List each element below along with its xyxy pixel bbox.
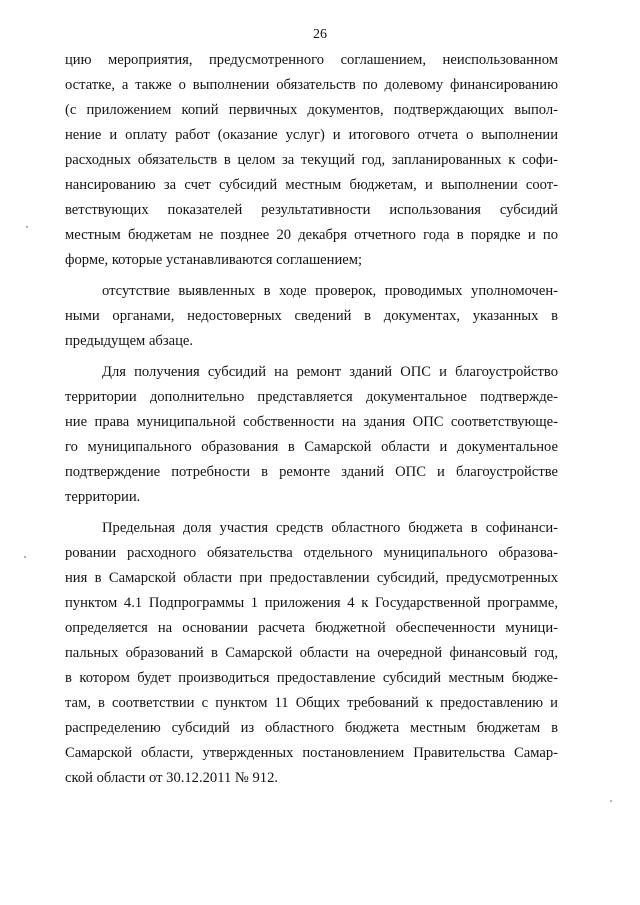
text-line: ровании расходного обязательства отдельного муниципального образова- — [65, 545, 558, 561]
text-line: Для получения субсидий на ремонт зданий ОПС и благоустройство — [102, 364, 558, 380]
paragraph — [65, 516, 558, 791]
text-line: территории. — [65, 489, 141, 505]
text-line: пунктом 4.1 Подпрограммы 1 приложения 4 к Государственной программе, — [65, 595, 558, 611]
paragraph — [65, 48, 558, 273]
paragraph — [65, 360, 558, 510]
text-line: остатке, а также о выполнении обязательств по долевому финансированию — [65, 77, 558, 93]
paragraph — [65, 279, 558, 354]
text-line: распределению субсидий из областного бюджета местным бюджетам в — [65, 720, 558, 736]
text-line: цию мероприятия, предусмотренного соглашением, неиспользованном — [65, 52, 558, 68]
text-line: определяется на основании расчета бюджетной обеспеченности муници- — [65, 620, 558, 636]
page-number: 26 — [313, 27, 327, 42]
text-line: предыдущем абзаце. — [65, 333, 194, 349]
text-line: расходных обязательств в целом за текущий год, запланированных к софи- — [65, 152, 558, 168]
document-body — [65, 48, 558, 791]
text-line: отсутствие выявленных в ходе проверок, проводимых уполномочен- — [102, 283, 558, 299]
text-line: ния в Самарской области при предоставлении субсидий, предусмотренных — [65, 570, 558, 586]
text-line: нансированию за счет субсидий местным бюджетам, и выполнении соот- — [65, 177, 558, 193]
text-line: там, в соответствии с пунктом 11 Общих требований к предоставлению и — [65, 695, 558, 711]
text-line: ской области от 30.12.2011 № 912. — [65, 770, 279, 786]
scan-speck — [610, 800, 612, 802]
text-line: Предельная доля участия средств областного бюджета в софинанси- — [102, 520, 558, 536]
text-line: нение и оплату работ (оказание услуг) и итогового отчета о выполнении — [65, 127, 558, 143]
text-line: пальных образований в Самарской области на очередной финансовый год, — [65, 645, 558, 661]
text-line: местным бюджетам не позднее 20 декабря отчетного года в порядке и по — [65, 227, 558, 243]
text-line: Самарской области, утвержденных постановлением Правительства Самар- — [65, 745, 558, 761]
text-line: го муниципального образования в Самарской области и документальное — [65, 439, 558, 455]
scan-speck — [26, 226, 28, 228]
text-line: территории дополнительно представляется документальное подтвержде- — [65, 389, 558, 405]
text-line: ветствующих показателей результативности использования субсидий — [65, 202, 558, 218]
text-line: подтверждение потребности в ремонте зданий ОПС и благоустройстве — [65, 464, 558, 480]
text-line: в котором будет производиться предоставление субсидий местным бюдже- — [65, 670, 558, 686]
text-line: форме, которые устанавливаются соглашением; — [65, 252, 363, 268]
text-line: ными органами, недостоверных сведений в документах, указанных в — [65, 308, 558, 324]
text-line: ние права муниципальной собственности на здания ОПС соответствующе- — [65, 414, 558, 430]
scan-speck — [24, 556, 26, 558]
text-line: (с приложением копий первичных документов, подтверждающих выпол- — [65, 102, 558, 118]
